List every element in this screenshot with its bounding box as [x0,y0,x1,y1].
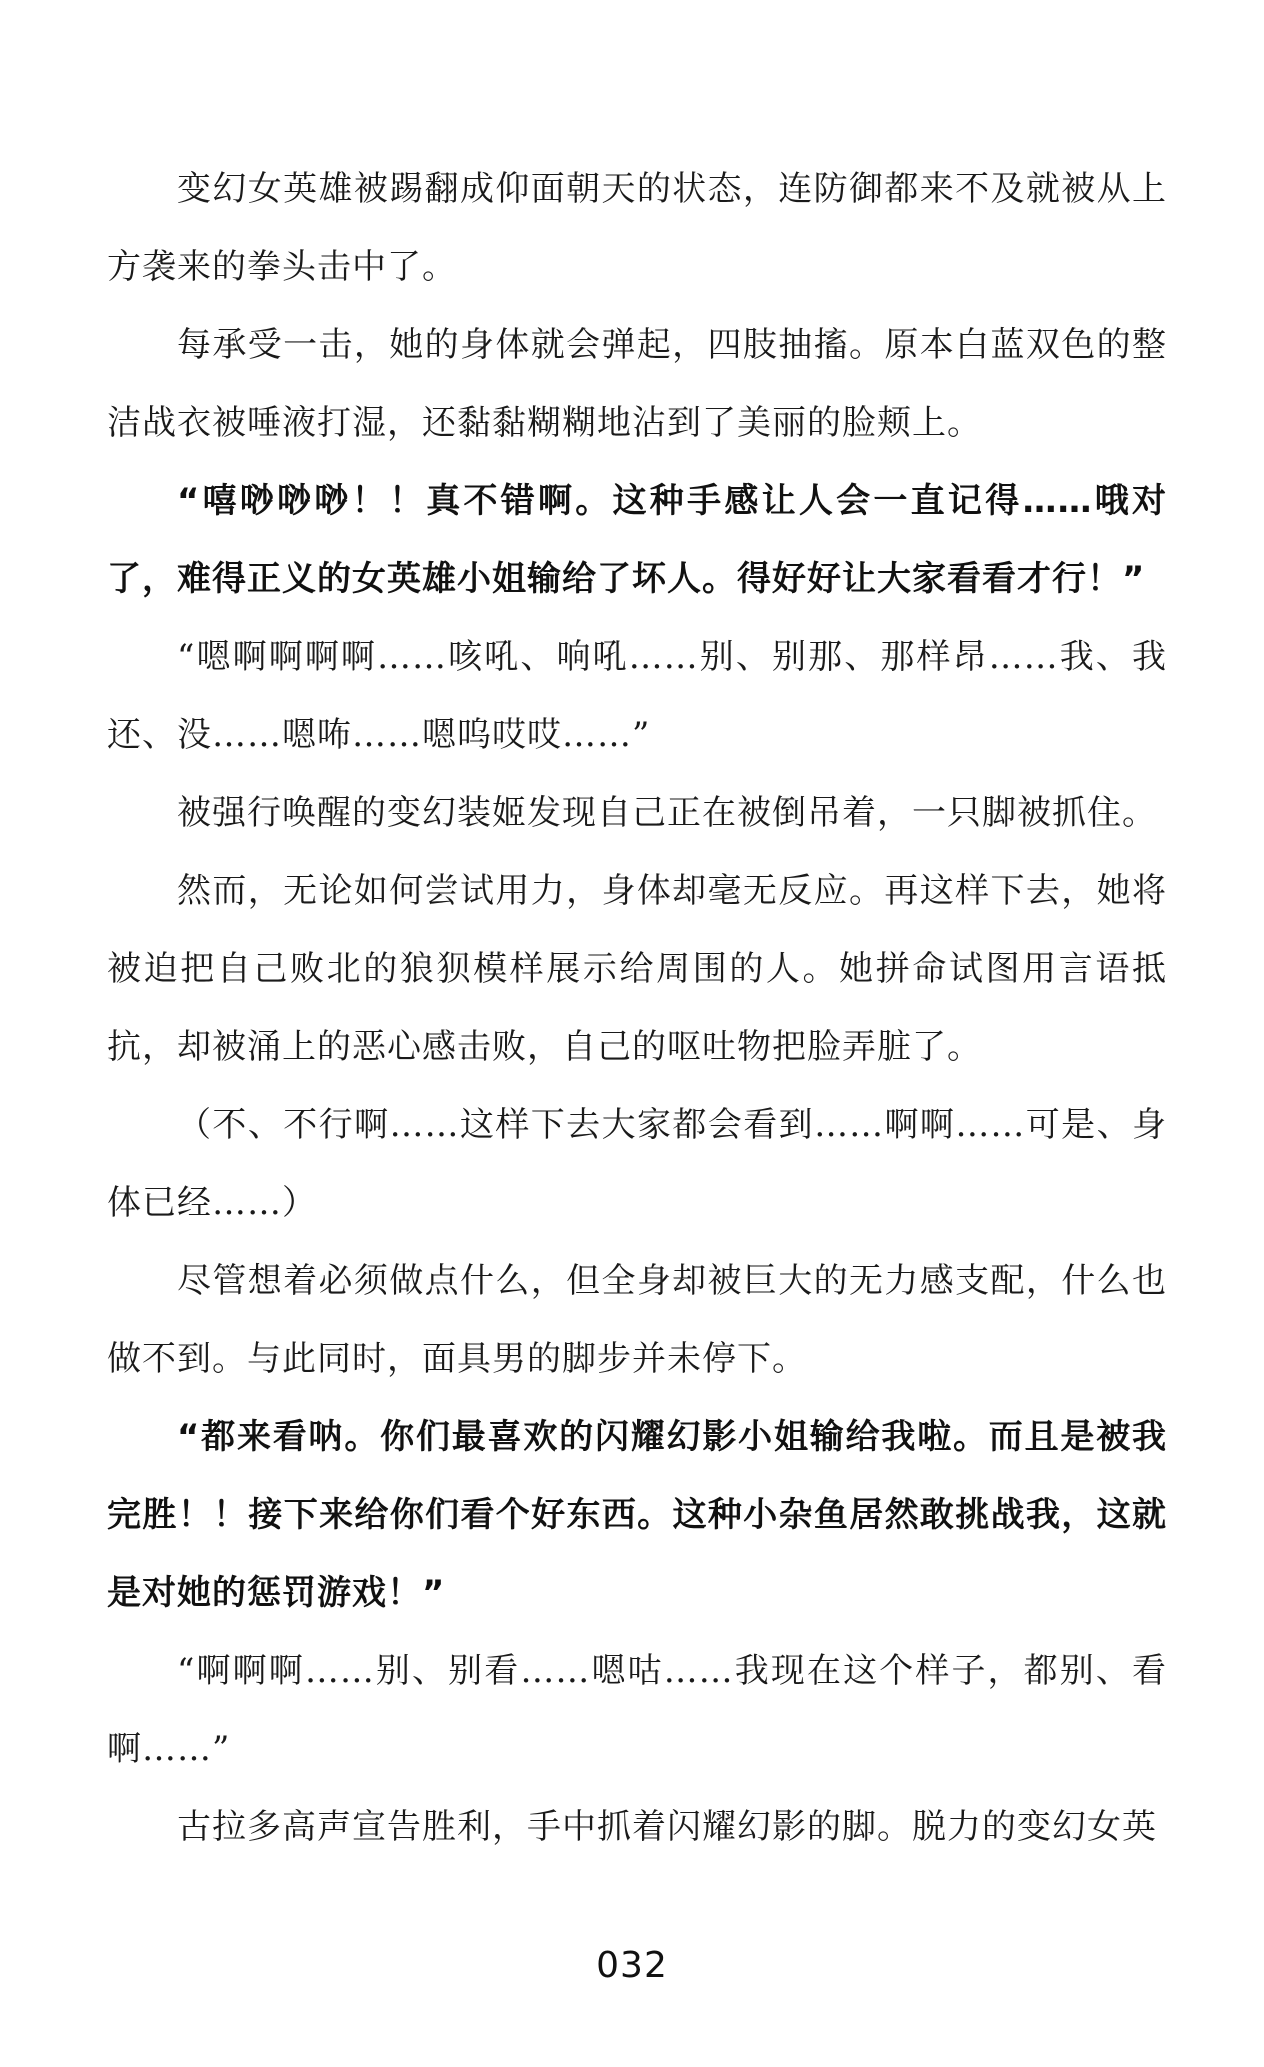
paragraph-1: 变幻女英雄被踢翻成仰面朝天的状态，连防御都来不及就被从上方袭来的拳头击中了。 [107,169,1167,287]
paragraph-3-dialogue-bold: “嘻唦唦唦！！真不错啊。这种手感让人会一直记得……哦对了，难得正义的女英雄小姐输给了坏人。得好好让大家看看才行！” [107,481,1167,599]
paragraph-9-dialogue-bold: “都来看呐。你们最喜欢的闪耀幻影小姐输给我啦。而且是被我完胜！！接下来给你们看个好东西。这种小杂鱼居然敢挑战我，这就是对她的惩罚游戏！” [107,1417,1167,1613]
paragraph-11: 古拉多高声宣告胜利，手中抓着闪耀幻影的脚。脱力的变幻女英 [177,1807,1157,1847]
paragraph-4-dialogue: “嗯啊啊啊啊……咳吼、响吼……别、别那、那样昂……我、我还、没……嗯咘……嗯呜哎哎……” [107,637,1167,755]
paragraph-6: 然而，无论如何尝试用力，身体却毫无反应。再这样下去，她将被迫把自己败北的狼狈模样展示给周围的人。她拼命试图用言语抵抗，却被涌上的恶心感击败，自己的呕吐物把脸弄脏了。 [107,871,1167,1067]
paragraph-2: 每承受一击，她的身体就会弹起，四肢抽搐。原本白蓝双色的整洁战衣被唾液打湿，还黏黏糊糊地沾到了美丽的脸颊上。 [107,325,1167,443]
page-body [107,150,1167,1866]
paragraph-7-thought: （不、不行啊……这样下去大家都会看到……啊啊……可是、身体已经……） [107,1105,1167,1223]
paragraph-10-dialogue: “啊啊啊……别、别看……嗯咕……我现在这个样子，都别、看啊……” [107,1651,1167,1769]
paragraph-5: 被强行唤醒的变幻装姬发现自己正在被倒吊着，一只脚被抓住。 [177,793,1157,833]
paragraph-8: 尽管想着必须做点什么，但全身却被巨大的无力感支配，什么也做不到。与此同时，面具男的脚步并未停下。 [107,1261,1167,1379]
page-number: 032 [596,1945,668,1986]
